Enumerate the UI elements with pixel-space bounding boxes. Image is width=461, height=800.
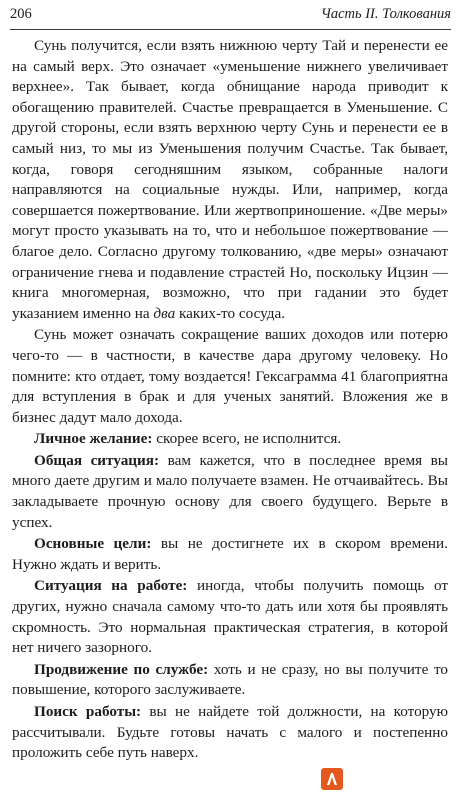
entry-text: иногда, чтобы получить помощь от других, нужно сначала самому что-то дать или хотя бы проявлять скромность. Это нормальная практическая стратегия, в которой нет ничего зазорного. [12, 577, 448, 657]
paragraph-text: Сунь получится, если взять нижнюю черту Тай и перенести ее на самый верх. Это означает «уменьшение нижнего увеличивает верхнее». Так бывает, когда обнищание народа приводит к обогащению правителей. Счастье превращается в Уменьшение. С другой стороны, если взять верхнюю черту Сунь и перенести ее в самый низ, то мы из Уменьшения получим Счастье. Так бывает, когда, говоря сегодняшним языком, собранные налоги направляются на социальные нужды. Или, например, когда совершается пожертвование. Или жертвоприношение. «Две меры» могут просто указывать на то, что и небольшое пожертвование — благое дело. Согласно другому толкованию, «две меры» означают ограничение гнева и подавление страстей Но, поскольку Ицзин — книга многомерная, возможно, что при гадании это будет указанием именно на [12, 37, 448, 322]
header-rule [10, 29, 451, 30]
entry-label: Основные цели: [34, 535, 152, 553]
entry-work-situation [12, 576, 448, 658]
entry-text: вы не достигнете их в скором времени. Нужно ждать и верить. [12, 535, 448, 573]
entry-general-situation [12, 451, 448, 533]
paragraph [12, 36, 448, 324]
entry-job-search [12, 702, 448, 764]
entry-text: скорее всего, не исполнится. [152, 430, 342, 448]
emphasized-word: два [153, 304, 176, 322]
entry-label: Общая ситуация: [34, 451, 160, 469]
entry-label: Поиск работы: [34, 703, 142, 720]
entry-main-goals [12, 534, 448, 575]
entry-text: вы не найдете той должности, на которую рассчитывали. Будьте готовы начать с малого и постепенно проложить себе путь наверх. [12, 703, 449, 762]
entry-label: Продвижение по службе: [34, 660, 209, 678]
paragraph: Сунь может означать сокращение ваших доходов или потерю чего-то — в частности, в качестве дара другому человеку. Но помните: кто отдает, тому воздается! Гексаграмма 41 благоприятна для вступления в брак и для ученых занятий. Вложения же в бизнес дадут мало дохода. [12, 326, 448, 426]
page-number: 206 [10, 6, 32, 22]
entry-label: Личное желание: [34, 430, 153, 448]
section-title: Часть II. Толкования [320, 6, 451, 22]
entry-text: хоть и не сразу, но вы получите то повышение, которого заслуживаете. [12, 660, 448, 699]
entry-personal-wish [12, 429, 448, 450]
publisher-logo-icon [321, 768, 343, 790]
entry-text: вам кажется, что в последнее время вы много даете другим и мало получаете взамен. Не отчаивайтесь. Вы закладываете прочную основу для своего будущего. Верьте в успех. [12, 451, 448, 531]
paragraph-text: каких-то сосуда. [175, 304, 286, 322]
entry-promotion [12, 660, 448, 701]
body-text [12, 36, 448, 764]
entry-label: Ситуация на работе: [34, 577, 188, 595]
running-header [10, 6, 451, 26]
